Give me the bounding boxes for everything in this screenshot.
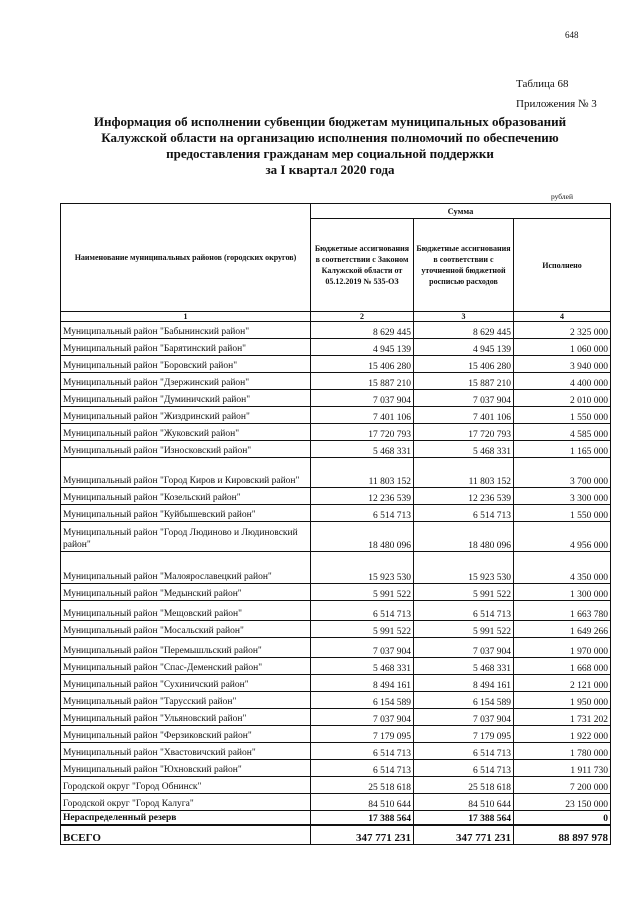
row-name: Муниципальный район "Дзержинский район" [61, 373, 311, 390]
row-done-value: 88 897 978 [514, 825, 611, 845]
title-line: за I квартал 2020 года [265, 162, 395, 177]
reserve-row [61, 811, 611, 825]
row-done-value: 0 [514, 811, 611, 825]
row-law-value: 8 494 161 [311, 675, 414, 692]
row-done-value: 1 668 000 [514, 658, 611, 675]
table-row [61, 441, 611, 458]
table-row [61, 777, 611, 794]
row-law-value: 11 803 152 [311, 458, 414, 488]
row-plan-value: 15 406 280 [414, 356, 514, 373]
row-law-value: 17 388 564 [311, 811, 414, 825]
row-done-value: 4 400 000 [514, 373, 611, 390]
row-law-value: 7 401 106 [311, 407, 414, 424]
column-number: 1 [61, 312, 311, 322]
row-done-value: 2 121 000 [514, 675, 611, 692]
table-row [61, 322, 611, 339]
table-row [61, 373, 611, 390]
table-row [61, 505, 611, 522]
row-plan-value: 347 771 231 [414, 825, 514, 845]
row-name: Муниципальный район "Перемышльский район" [61, 638, 311, 658]
row-done-value: 1 550 000 [514, 505, 611, 522]
row-law-value: 84 510 644 [311, 794, 414, 811]
table-row [61, 658, 611, 675]
row-done-value: 3 300 000 [514, 488, 611, 505]
row-name: Муниципальный район "Износковский район" [61, 441, 311, 458]
row-plan-value: 6 514 713 [414, 743, 514, 760]
row-plan-value: 5 991 522 [414, 584, 514, 601]
table-row [61, 424, 611, 441]
row-law-value: 7 037 904 [311, 709, 414, 726]
table-row [61, 638, 611, 658]
row-name: Муниципальный район "Мещовский район" [61, 601, 311, 621]
row-name: Городской округ "Город Обнинск" [61, 777, 311, 794]
row-name: Муниципальный район "Жуковский район" [61, 424, 311, 441]
row-plan-value: 15 887 210 [414, 373, 514, 390]
table-row [61, 407, 611, 424]
row-done-value: 7 200 000 [514, 777, 611, 794]
row-done-value: 2 010 000 [514, 390, 611, 407]
appendix-label: Приложения № 3 [516, 98, 597, 110]
row-done-value: 1 922 000 [514, 726, 611, 743]
row-plan-value: 6 514 713 [414, 505, 514, 522]
row-name: Муниципальный район "Сухиничский район" [61, 675, 311, 692]
row-law-value: 6 514 713 [311, 601, 414, 621]
row-law-value: 7 179 095 [311, 726, 414, 743]
row-law-value: 6 514 713 [311, 505, 414, 522]
row-law-value: 18 480 096 [311, 522, 414, 552]
row-name: Муниципальный район "Город Киров и Кировский район" [61, 458, 311, 488]
row-law-value: 4 945 139 [311, 339, 414, 356]
row-done-value: 1 165 000 [514, 441, 611, 458]
row-law-value: 5 991 522 [311, 584, 414, 601]
row-plan-value: 8 629 445 [414, 322, 514, 339]
row-name: Муниципальный район "Медынский район" [61, 584, 311, 601]
table-row [61, 458, 611, 488]
row-plan-value: 84 510 644 [414, 794, 514, 811]
row-plan-value: 5 468 331 [414, 658, 514, 675]
row-name: Муниципальный район "Спас-Деменский район" [61, 658, 311, 675]
row-name: Муниципальный район "Куйбышевский район" [61, 505, 311, 522]
row-done-value: 4 956 000 [514, 522, 611, 552]
row-law-value: 5 991 522 [311, 621, 414, 638]
row-law-value: 5 468 331 [311, 658, 414, 675]
row-name: Муниципальный район "Город Людиново и Людиновский район" [61, 522, 311, 552]
table-row [61, 726, 611, 743]
row-done-value: 1 300 000 [514, 584, 611, 601]
row-name: Муниципальный район "Хвастовичский район" [61, 743, 311, 760]
row-law-value: 7 037 904 [311, 390, 414, 407]
row-done-value: 3 940 000 [514, 356, 611, 373]
row-law-value: 5 468 331 [311, 441, 414, 458]
row-name: Нераспределенный резерв [61, 811, 311, 825]
units-label: рублей [551, 192, 574, 201]
row-plan-value: 7 037 904 [414, 638, 514, 658]
row-plan-value: 11 803 152 [414, 458, 514, 488]
row-plan-value: 17 388 564 [414, 811, 514, 825]
row-law-value: 8 629 445 [311, 322, 414, 339]
row-plan-value: 7 037 904 [414, 390, 514, 407]
row-name: Муниципальный район "Малоярославецкий район" [61, 552, 311, 584]
table-label: Таблица 68 [516, 78, 569, 90]
table-row [61, 675, 611, 692]
row-name: ВСЕГО [61, 825, 311, 845]
row-done-value: 4 350 000 [514, 552, 611, 584]
row-law-value: 347 771 231 [311, 825, 414, 845]
row-done-value: 1 060 000 [514, 339, 611, 356]
row-law-value: 7 037 904 [311, 638, 414, 658]
row-done-value: 1 911 730 [514, 760, 611, 777]
row-name: Муниципальный район "Козельский район" [61, 488, 311, 505]
table-row [61, 692, 611, 709]
row-law-value: 6 154 589 [311, 692, 414, 709]
row-done-value: 1 649 266 [514, 621, 611, 638]
row-done-value: 1 731 202 [514, 709, 611, 726]
row-name: Муниципальный район "Боровский район" [61, 356, 311, 373]
header-name-column: Наименование муниципальных районов (городских округов) [61, 204, 311, 312]
header-done-column: Исполнено [514, 219, 611, 312]
row-name: Муниципальный район "Мосальский район" [61, 621, 311, 638]
subvention-table [60, 203, 611, 845]
table-row [61, 552, 611, 584]
row-plan-value: 5 468 331 [414, 441, 514, 458]
row-name: Муниципальный район "Жиздринский район" [61, 407, 311, 424]
table-row [61, 621, 611, 638]
row-done-value: 4 585 000 [514, 424, 611, 441]
row-plan-value: 6 154 589 [414, 692, 514, 709]
row-done-value: 2 325 000 [514, 322, 611, 339]
row-plan-value: 7 037 904 [414, 709, 514, 726]
row-name: Городской округ "Город Калуга" [61, 794, 311, 811]
row-name: Муниципальный район "Юхновский район" [61, 760, 311, 777]
table-row [61, 522, 611, 552]
row-law-value: 15 887 210 [311, 373, 414, 390]
row-done-value: 1 550 000 [514, 407, 611, 424]
column-number: 2 [311, 312, 414, 322]
row-law-value: 25 518 618 [311, 777, 414, 794]
row-law-value: 6 514 713 [311, 743, 414, 760]
row-law-value: 17 720 793 [311, 424, 414, 441]
row-name: Муниципальный район "Думиничский район" [61, 390, 311, 407]
row-plan-value: 4 945 139 [414, 339, 514, 356]
row-law-value: 6 514 713 [311, 760, 414, 777]
row-law-value: 12 236 539 [311, 488, 414, 505]
row-plan-value: 17 720 793 [414, 424, 514, 441]
total-row [61, 825, 611, 845]
row-name: Муниципальный район "Ферзиковский район" [61, 726, 311, 743]
table-row [61, 390, 611, 407]
row-plan-value: 6 514 713 [414, 760, 514, 777]
row-law-value: 15 406 280 [311, 356, 414, 373]
header-law-column: Бюджетные ассигнования в соответствии с Законом Калужской области от 05.12.2019 № 535-ОЗ [311, 219, 414, 312]
column-number-row [61, 312, 611, 322]
row-done-value: 1 970 000 [514, 638, 611, 658]
column-number: 4 [514, 312, 611, 322]
column-number: 3 [414, 312, 514, 322]
table-row [61, 601, 611, 621]
table-row [61, 709, 611, 726]
table-body [61, 322, 611, 811]
row-plan-value: 7 179 095 [414, 726, 514, 743]
document-title [60, 114, 600, 178]
row-plan-value: 15 923 530 [414, 552, 514, 584]
row-name: Муниципальный район "Бабынинский район" [61, 322, 311, 339]
page-number: 648 [565, 30, 579, 40]
row-plan-value: 25 518 618 [414, 777, 514, 794]
row-done-value: 23 150 000 [514, 794, 611, 811]
title-line: Калужской области на организацию исполнения полномочий по обеспечению [101, 130, 559, 145]
title-line: Информация об исполнении субвенции бюджетам муниципальных образований [93, 114, 567, 129]
row-plan-value: 6 514 713 [414, 601, 514, 621]
header-sum: Сумма [311, 204, 611, 219]
table-row [61, 794, 611, 811]
row-plan-value: 18 480 096 [414, 522, 514, 552]
row-done-value: 1 780 000 [514, 743, 611, 760]
title-line: предоставления гражданам мер социальной поддержки [166, 146, 494, 161]
row-name: Муниципальный район "Тарусский район" [61, 692, 311, 709]
row-done-value: 1 663 780 [514, 601, 611, 621]
row-name: Муниципальный район "Барятинский район" [61, 339, 311, 356]
row-done-value: 3 700 000 [514, 458, 611, 488]
row-plan-value: 12 236 539 [414, 488, 514, 505]
row-plan-value: 8 494 161 [414, 675, 514, 692]
row-plan-value: 5 991 522 [414, 621, 514, 638]
table-row [61, 743, 611, 760]
row-law-value: 15 923 530 [311, 552, 414, 584]
row-plan-value: 7 401 106 [414, 407, 514, 424]
table-row [61, 488, 611, 505]
header-plan-column: Бюджетные ассигнования в соответствии с уточненной бюджетной росписью расходов [414, 219, 514, 312]
table-row [61, 760, 611, 777]
table-row [61, 584, 611, 601]
row-name: Муниципальный район "Ульяновский район" [61, 709, 311, 726]
row-done-value: 1 950 000 [514, 692, 611, 709]
table-row [61, 339, 611, 356]
table-row [61, 356, 611, 373]
